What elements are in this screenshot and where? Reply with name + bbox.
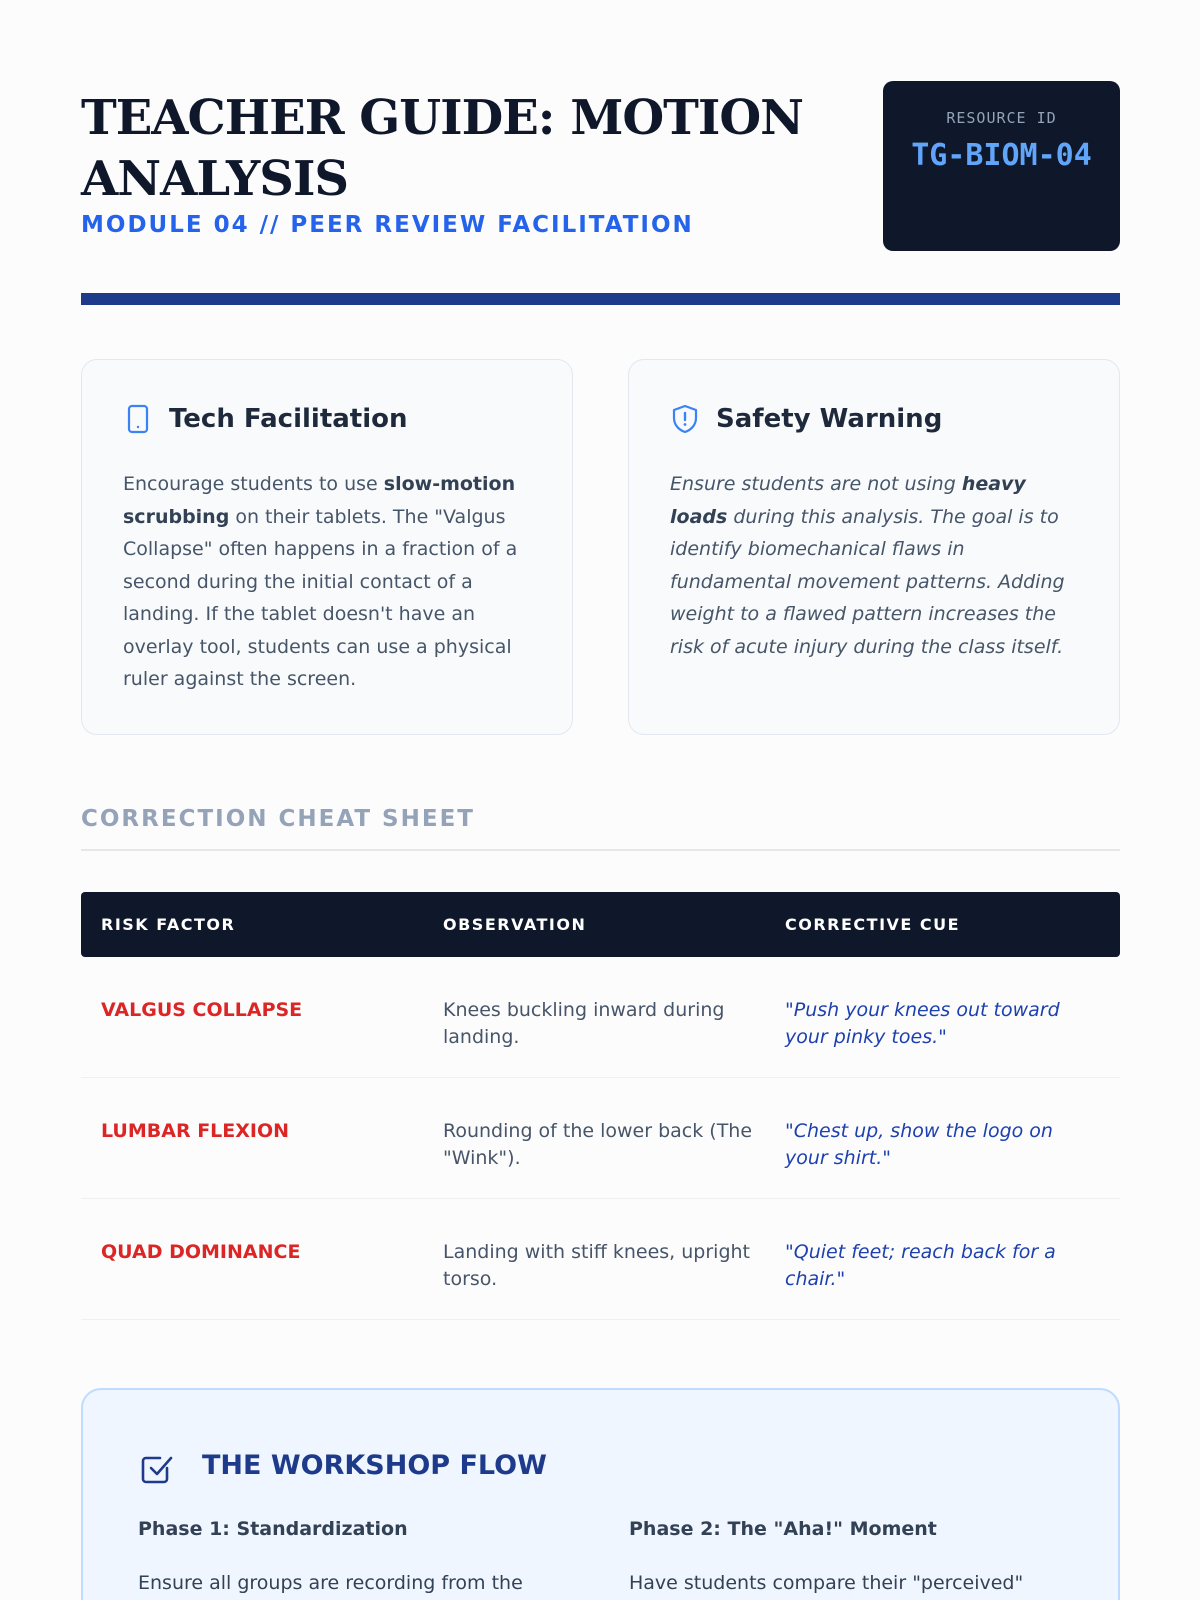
phase-1: [138, 1518, 578, 1598]
resource-id-badge: [883, 81, 1120, 251]
phase-1-body: Ensure all groups are recording from the: [138, 1572, 523, 1594]
safety-card-header: [670, 404, 942, 434]
observation-cell: Rounding of the lower back (The "Wink").: [443, 1120, 753, 1169]
workshop-header: [140, 1450, 547, 1481]
tech-body-text-1: Encourage students to use: [123, 473, 384, 495]
page-subtitle: MODULE 04 // PEER REVIEW FACILITATION: [81, 212, 694, 238]
cheat-sheet-heading: CORRECTION CHEAT SHEET: [81, 806, 475, 832]
workshop-flow-box: [81, 1388, 1120, 1600]
checkbox-icon: [140, 1451, 170, 1481]
phase-1-title: Phase 1: Standardization: [138, 1518, 408, 1540]
safety-body-text-1: Ensure students are not using: [670, 473, 962, 495]
header-observation: OBSERVATION: [443, 915, 587, 934]
cheat-sheet-divider: [81, 849, 1120, 851]
safety-warning-card: [628, 359, 1120, 735]
risk-factor-cell: VALGUS COLLAPSE: [101, 999, 303, 1021]
observation-cell: Landing with stiff knees, upright torso.: [443, 1241, 751, 1290]
tech-card-header: [123, 404, 408, 434]
risk-factor-cell: LUMBAR FLEXION: [101, 1120, 290, 1142]
safety-body-text-2: during this analysis. The goal is to identify biomechanical flaws in fundamental movement patterns. Adding weight to a flawed pattern increases the risk of acute injury during the class itself.: [670, 505, 1065, 658]
table-row: [81, 1078, 1120, 1199]
workshop-title: THE WORKSHOP FLOW: [202, 1450, 547, 1481]
corrective-cue-cell: "Push your knees out toward your pinky toes.": [785, 999, 1060, 1048]
teacher-guide-page: [81, 0, 1120, 1600]
observation-cell: Knees buckling inward during landing.: [443, 999, 725, 1048]
resource-id-value: TG-BIOM-04: [911, 138, 1092, 173]
tech-body-emphasis: slow-motion scrubbing: [123, 473, 516, 528]
tech-card-title: Tech Facilitation: [169, 404, 408, 434]
tech-facilitation-card: [81, 359, 573, 735]
risk-factor-cell: QUAD DOMINANCE: [101, 1241, 301, 1263]
header-risk-factor: RISK FACTOR: [101, 915, 236, 934]
phase-2-body: Have students compare their "perceived": [629, 1572, 1024, 1594]
phase-2-title: Phase 2: The "Aha!" Moment: [629, 1518, 937, 1540]
header-divider: [81, 293, 1120, 305]
tablet-icon: [123, 404, 153, 434]
tech-body-text-2: on their tablets. The "Valgus Collapse" often happens in a fraction of a second during the initial contact of a landing. If the tablet doesn't have an overlay tool, students can use a physical ruler against the screen.: [123, 505, 518, 690]
shield-alert-icon: [670, 404, 700, 434]
safety-body-emphasis: heavy loads: [670, 473, 1026, 528]
corrective-cue-cell: "Chest up, show the logo on your shirt.": [785, 1120, 1053, 1169]
table-header: [81, 892, 1120, 957]
table-row: [81, 1199, 1120, 1320]
page-title: TEACHER GUIDE: MOTION ANALYSIS: [81, 90, 804, 207]
safety-card-body: [670, 468, 1080, 663]
table-row: [81, 957, 1120, 1078]
corrective-cue-cell: "Quiet feet; reach back for a chair.": [785, 1241, 1056, 1290]
safety-card-title: Safety Warning: [716, 404, 943, 434]
correction-table: [81, 892, 1120, 1320]
phase-2: [629, 1518, 1069, 1598]
resource-id-label: RESOURCE ID: [946, 109, 1057, 127]
header-corrective-cue: CORRECTIVE CUE: [785, 915, 961, 934]
tech-card-body: [123, 468, 533, 696]
